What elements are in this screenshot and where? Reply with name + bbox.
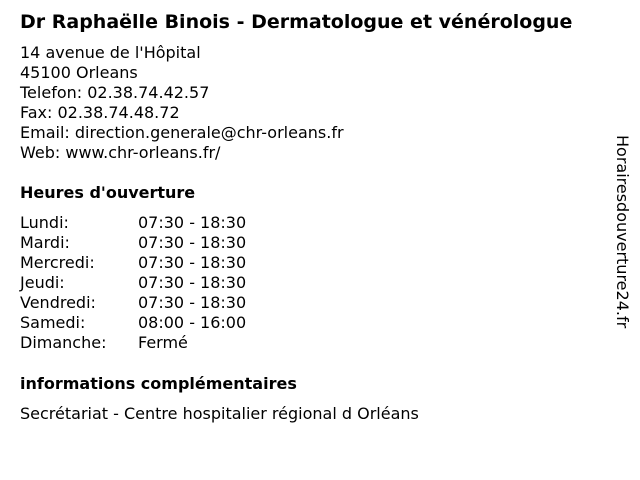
hours-table bbox=[20, 213, 246, 353]
hours-day: Dimanche: bbox=[20, 333, 107, 352]
hours-time: 07:30 - 18:30 bbox=[138, 253, 247, 272]
page-title: Dr Raphaëlle Binois - Dermatologue et vénérologue bbox=[20, 11, 573, 33]
hours-time: 08:00 - 16:00 bbox=[138, 313, 247, 332]
hours-row bbox=[20, 253, 246, 273]
fax-number: Fax: 02.38.74.48.72 bbox=[20, 103, 180, 122]
hours-time: 07:30 - 18:30 bbox=[138, 293, 247, 312]
contact-block bbox=[20, 43, 344, 163]
city: 45100 Orleans bbox=[20, 63, 138, 82]
street-address: 14 avenue de l'Hôpital bbox=[20, 43, 201, 62]
hours-row bbox=[20, 293, 246, 313]
hours-row bbox=[20, 333, 246, 353]
hours-time: 07:30 - 18:30 bbox=[138, 213, 247, 232]
info-heading: informations complémentaires bbox=[20, 374, 297, 393]
hours-day: Mercredi: bbox=[20, 253, 95, 272]
hours-time: 07:30 - 18:30 bbox=[138, 233, 247, 252]
hours-day: Samedi: bbox=[20, 313, 86, 332]
info-text: Secrétariat - Centre hospitalier régional d Orléans bbox=[20, 404, 419, 423]
hours-heading: Heures d'ouverture bbox=[20, 183, 196, 202]
hours-row bbox=[20, 233, 246, 253]
phone-number[interactable]: Telefon: 02.38.74.42.57 bbox=[20, 83, 210, 102]
hours-time: 07:30 - 18:30 bbox=[138, 273, 247, 292]
hours-row bbox=[20, 313, 246, 333]
hours-time: Fermé bbox=[138, 333, 188, 352]
hours-day: Lundi: bbox=[20, 213, 69, 232]
website[interactable]: Web: www.chr-orleans.fr/ bbox=[20, 143, 221, 162]
hours-row bbox=[20, 213, 246, 233]
hours-day: Jeudi: bbox=[20, 273, 65, 292]
hours-day: Vendredi: bbox=[20, 293, 96, 312]
hours-day: Mardi: bbox=[20, 233, 70, 252]
email-address[interactable]: Email: direction.generale@chr-orleans.fr bbox=[20, 123, 344, 142]
hours-row bbox=[20, 273, 246, 293]
site-watermark: Horairesdouverture24.fr bbox=[613, 135, 632, 329]
